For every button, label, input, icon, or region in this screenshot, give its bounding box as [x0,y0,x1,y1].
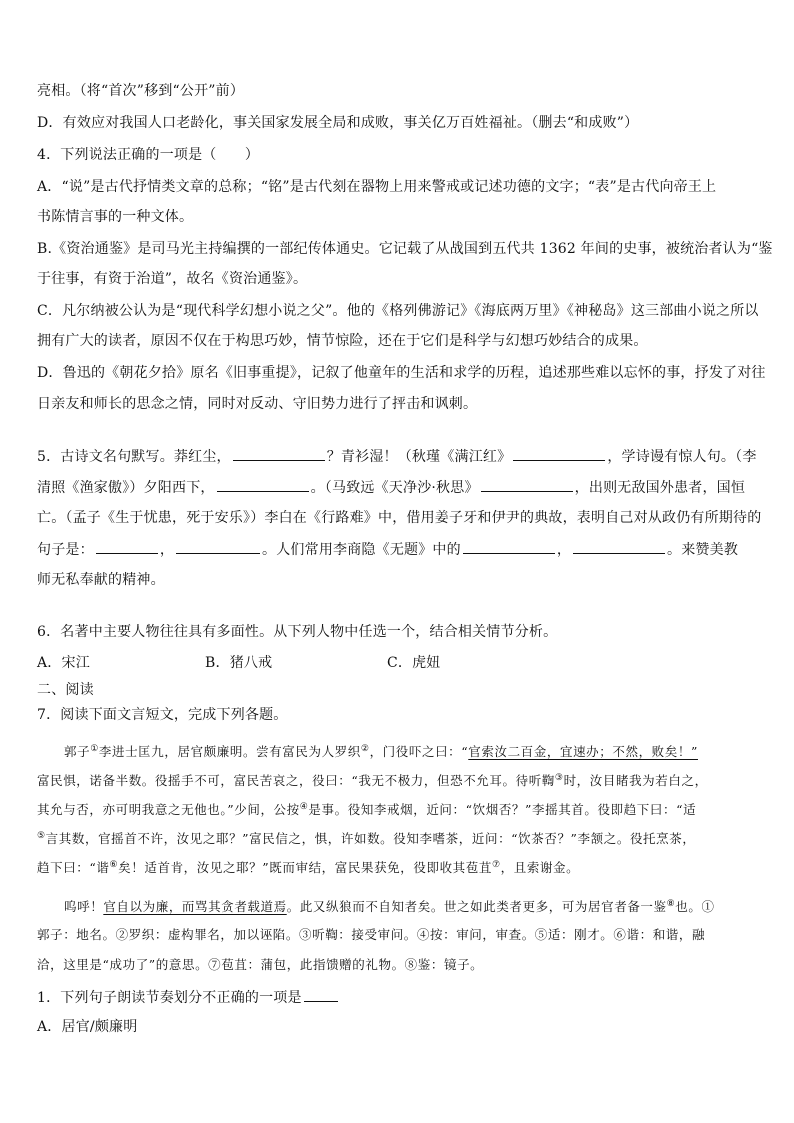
text-line: 拥有广大的读者，原因不仅在于构思巧妙，情节惊险，还在于它们是科学与幻想巧妙结合的成果。 [37,333,648,349]
answer-blank[interactable] [481,477,573,492]
answer-blank[interactable] [217,477,309,492]
answer-blank[interactable] [233,446,325,461]
text-line: 日亲友和师长的思念之情，同时对反动、守旧势力进行了抨击和讽刺。 [37,396,478,412]
passage-line: 其允与否，亦可明我意之无他也。”少间，公按④是事。役知李戒烟，近问：“饮烟否？”李摇其首。役即趋下曰：“适 [37,802,697,818]
text-line: D．有效应对我国人口老龄化，事关国家发展全局和成败，事关亿万百姓福祉。（删去“和成败”） [37,115,639,131]
passage-line: 富民惧，诺备半数。役摇手不可，富民苦哀之，役曰：“我无不极力，但恐不允耳。待听鞫③时，汝目睹我为若白之， [37,773,708,789]
passage-line: 郭子①李进士匡九，居官颇廉明。尝有富民为人罗织②，门役吓之曰：“官索汝二百金，宜速办；不然，败矣！” [64,744,698,760]
text-line: 亮相。（将“首次”移到“公开”前） [37,83,245,99]
question-6-stem: 6．名著中主要人物往往具有多面性。从下列人物中任选一个，结合相关情节分析。 [37,624,558,640]
footnote-line: 洽，这里是“成功了”的意思。⑦苞苴：蒲包，此指馈赠的礼物。⑧鉴：镜子。 [37,957,484,972]
option-a: A．宋江 [37,655,90,671]
option-c: C．虎妞 [387,655,441,671]
sub-question-1: 1．下列句子朗读节奏划分不正确的一项是 [37,987,340,1008]
question-4-option-c: C．凡尔纳被公认为是“现代科学幻想小说之父”。他的《格列佛游记》《海底两万里》《神秘岛》这三部曲小说之所以 [37,303,759,319]
section-heading: 二、阅读 [37,682,94,698]
passage-line: ⑤言其数，官摇首不许，汝见之耶？”富民信之，惧，许如数。役知李嗜茶，近问：“饮茶否？”李颔之。役托烹茶， [37,831,696,847]
question-4-option-b: B.《资治通鉴》是司马光主持编撰的一部纪传体通史。它记载了从战国到五代共 1362 年间的史事，被统治者认为“鉴 [37,241,773,257]
answer-blank[interactable] [573,539,665,554]
answer-blank[interactable] [176,539,260,554]
footnote-line: 郭子：地名。②罗织：虚构罪名，加以诬陷。③听鞫：接受审问。④按：审问，审查。⑤适：刚才。⑥谐：和谐，融 [37,927,706,942]
answer-blank[interactable] [513,446,605,461]
question-4-stem: 4．下列说法正确的一项是（ ） [37,147,260,163]
passage-line: 趋下曰：“谐⑥矣！适首肯，汝见之耶？”既而审结，富民果获免，役即收其苞苴⑦，且索谢金。 [37,860,580,876]
question-4-option-d: D．鲁迅的《朝花夕拾》原名《旧事重提》，记叙了他童年的生活和求学的历程，追述那些难以忘怀的事，抒发了对往 [37,365,766,381]
question-5-line: 师无私奉献的精神。 [37,572,165,588]
question-5-line: 亡。（孟子《生于忧患，死于安乐》）李白在《行路难》中，借用姜子牙和伊尹的典故，表明自己对从政仍有所期待的 [37,510,762,526]
question-4-option-a: A．“说”是古代抒情类文章的总称；“铭”是古代刻在器物上用来警戒或记述功德的文字；“表”是古代向帝王上 [37,179,717,195]
text-line: 于往事，有资于治道”，故名《资治通鉴》。 [37,271,308,287]
passage-line: 呜呼！官自以为廉，而骂其贪者载道焉。此又纵狼而不自知者矣。世之如此类者更多，可为居官者备一鉴⑧也。① [64,899,715,915]
answer-blank[interactable] [304,987,338,1002]
sub-question-1-option-a: A．居官/颇廉明 [37,1019,138,1035]
answer-blank[interactable] [463,539,555,554]
question-6-options [37,653,441,673]
question-5-line: 清照《渔家傲》）夕阳西下， 。（马致远《天净沙·秋思》 ，出则无敌国外患者，国恒 [37,477,745,498]
text-line: 书陈情言事的一种文体。 [37,209,194,225]
question-5-line: 句子是： ， 。人们常用李商隐《无题》中的 ， 。来赞美教 [37,539,738,560]
option-b: B．猪八戒 [205,655,273,671]
question-5-line: 5．古诗文名句默写。莽红尘， ？青衫湿！（秋瑾《满江红》 ，学诗谩有惊人句。（李 [37,446,757,467]
answer-blank[interactable] [96,539,158,554]
question-7-stem: 7．阅读下面文言短文，完成下列各题。 [37,707,288,723]
